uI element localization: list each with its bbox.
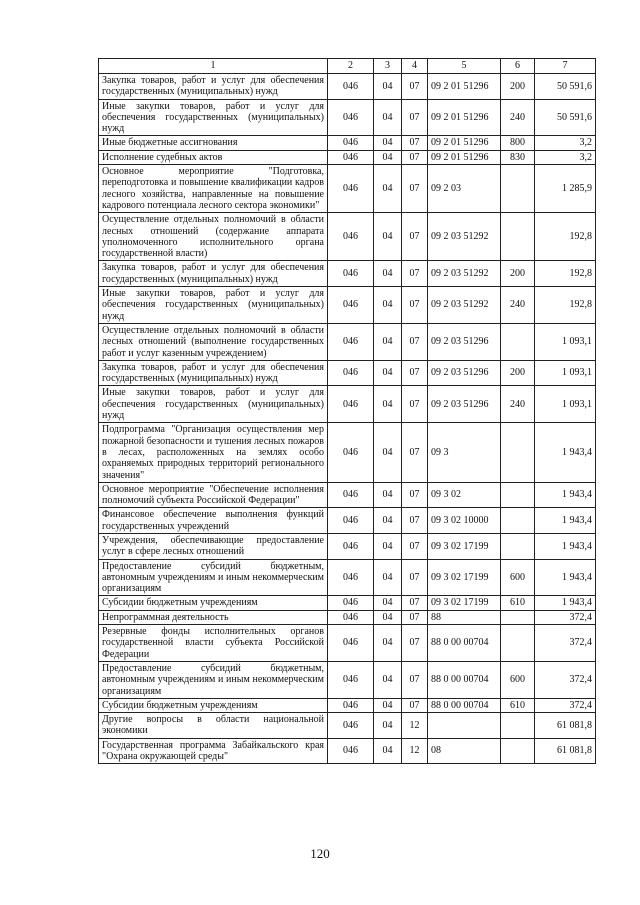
header-row — [99, 59, 596, 74]
row-expense-type-cell — [501, 533, 535, 559]
row-code-cell: 046 — [328, 360, 374, 386]
row-expense-type-cell — [501, 482, 535, 508]
row-target-cell: 09 2 03 — [428, 165, 501, 213]
row-section-cell: 04 — [374, 150, 402, 164]
row-subsection-cell: 07 — [402, 323, 428, 360]
row-name-cell: Государственная программа Забайкальского края "Охрана окружающей среды" — [99, 738, 328, 764]
row-section-cell: 04 — [374, 713, 402, 739]
table-row — [99, 698, 596, 712]
column-header: 4 — [402, 59, 428, 74]
row-section-cell: 04 — [374, 698, 402, 712]
budget-table — [98, 58, 596, 764]
row-target-cell: 09 2 01 51296 — [428, 150, 501, 164]
row-expense-type-cell: 600 — [501, 661, 535, 698]
row-amount-cell: 372,4 — [535, 661, 596, 698]
row-section-cell: 04 — [374, 661, 402, 698]
row-code-cell: 046 — [328, 559, 374, 596]
row-code-cell: 046 — [328, 423, 374, 482]
row-expense-type-cell — [501, 625, 535, 662]
table-row — [99, 360, 596, 386]
row-target-cell: 09 2 03 51296 — [428, 386, 501, 423]
row-subsection-cell: 12 — [402, 713, 428, 739]
row-subsection-cell: 07 — [402, 386, 428, 423]
row-subsection-cell: 07 — [402, 136, 428, 150]
row-code-cell: 046 — [328, 596, 374, 610]
row-code-cell: 046 — [328, 661, 374, 698]
row-code-cell: 046 — [328, 698, 374, 712]
row-expense-type-cell — [501, 508, 535, 534]
row-subsection-cell: 07 — [402, 150, 428, 164]
row-name-cell: Закупка товаров, работ и услуг для обеспечения государственных (муниципальных) нужд — [99, 261, 328, 287]
row-amount-cell: 1 093,1 — [535, 323, 596, 360]
row-expense-type-cell: 800 — [501, 136, 535, 150]
table-row — [99, 661, 596, 698]
row-subsection-cell: 07 — [402, 261, 428, 287]
row-code-cell: 046 — [328, 150, 374, 164]
row-subsection-cell: 07 — [402, 508, 428, 534]
row-name-cell: Иные бюджетные ассигнования — [99, 136, 328, 150]
row-name-cell: Непрограммная деятельность — [99, 610, 328, 624]
row-amount-cell: 61 081,8 — [535, 738, 596, 764]
row-section-cell: 04 — [374, 287, 402, 324]
table-row — [99, 213, 596, 261]
row-target-cell: 09 3 02 10000 — [428, 508, 501, 534]
row-name-cell: Основное мероприятие "Обеспечение исполнения полномочий субъекта Российской Федерации" — [99, 482, 328, 508]
table-row — [99, 508, 596, 534]
row-expense-type-cell: 240 — [501, 99, 535, 136]
table-row — [99, 559, 596, 596]
row-expense-type-cell: 830 — [501, 150, 535, 164]
row-name-cell: Подпрограмма "Организация осуществления мер пожарной безопасности и тушения лесных пожаров в лесах, расположенных на землях особо охраняемых природных территорий регионального значения" — [99, 423, 328, 482]
row-subsection-cell: 07 — [402, 610, 428, 624]
row-target-cell: 09 2 01 51296 — [428, 99, 501, 136]
table-row — [99, 423, 596, 482]
row-code-cell: 046 — [328, 261, 374, 287]
row-target-cell: 88 0 00 00704 — [428, 698, 501, 712]
row-expense-type-cell: 610 — [501, 596, 535, 610]
row-subsection-cell: 07 — [402, 596, 428, 610]
row-expense-type-cell — [501, 423, 535, 482]
row-amount-cell: 372,4 — [535, 610, 596, 624]
column-header: 2 — [328, 59, 374, 74]
table-row — [99, 99, 596, 136]
row-section-cell: 04 — [374, 508, 402, 534]
row-expense-type-cell — [501, 165, 535, 213]
row-section-cell: 04 — [374, 423, 402, 482]
table-row — [99, 596, 596, 610]
column-header: 3 — [374, 59, 402, 74]
row-target-cell: 09 2 03 51292 — [428, 261, 501, 287]
row-subsection-cell: 12 — [402, 738, 428, 764]
row-target-cell: 09 2 01 51296 — [428, 136, 501, 150]
page-number: 120 — [310, 846, 330, 861]
row-target-cell: 09 3 02 17199 — [428, 533, 501, 559]
table-row — [99, 287, 596, 324]
row-section-cell: 04 — [374, 165, 402, 213]
column-header: 7 — [535, 59, 596, 74]
row-amount-cell: 192,8 — [535, 213, 596, 261]
row-name-cell: Предоставление субсидий бюджетным, автономным учреждениям и иным некоммерческим организациям — [99, 559, 328, 596]
row-name-cell: Учреждения, обеспечивающие предоставление услуг в сфере лесных отношений — [99, 533, 328, 559]
row-section-cell: 04 — [374, 360, 402, 386]
row-section-cell: 04 — [374, 625, 402, 662]
row-amount-cell: 61 081,8 — [535, 713, 596, 739]
row-name-cell: Другие вопросы в области национальной экономики — [99, 713, 328, 739]
row-name-cell: Финансовое обеспечение выполнения функций государственных учреждений — [99, 508, 328, 534]
row-section-cell: 04 — [374, 386, 402, 423]
row-section-cell: 04 — [374, 482, 402, 508]
table-row — [99, 610, 596, 624]
column-header: 1 — [99, 59, 328, 74]
row-amount-cell: 192,8 — [535, 287, 596, 324]
table-row — [99, 323, 596, 360]
row-subsection-cell: 07 — [402, 287, 428, 324]
row-target-cell: 09 3 02 17199 — [428, 596, 501, 610]
row-subsection-cell: 07 — [402, 482, 428, 508]
row-expense-type-cell — [501, 738, 535, 764]
row-amount-cell: 1 943,4 — [535, 596, 596, 610]
row-amount-cell: 50 591,6 — [535, 74, 596, 100]
row-subsection-cell: 07 — [402, 625, 428, 662]
row-name-cell: Иные закупки товаров, работ и услуг для обеспечения государственных (муниципальных) нужд — [99, 99, 328, 136]
table-row — [99, 150, 596, 164]
row-subsection-cell: 07 — [402, 423, 428, 482]
row-amount-cell: 1 285,9 — [535, 165, 596, 213]
table-row — [99, 386, 596, 423]
row-name-cell: Исполнение судебных актов — [99, 150, 328, 164]
row-target-cell: 09 3 02 17199 — [428, 559, 501, 596]
row-name-cell: Предоставление субсидий бюджетным, автономным учреждениям и иным некоммерческим организациям — [99, 661, 328, 698]
row-target-cell: 09 2 03 51292 — [428, 213, 501, 261]
row-section-cell: 04 — [374, 261, 402, 287]
row-expense-type-cell — [501, 213, 535, 261]
row-code-cell: 046 — [328, 323, 374, 360]
row-expense-type-cell: 240 — [501, 287, 535, 324]
row-expense-type-cell: 610 — [501, 698, 535, 712]
row-section-cell: 04 — [374, 213, 402, 261]
row-target-cell — [428, 713, 501, 739]
row-name-cell: Субсидии бюджетным учреждениям — [99, 596, 328, 610]
row-section-cell: 04 — [374, 610, 402, 624]
row-target-cell: 88 — [428, 610, 501, 624]
row-expense-type-cell: 600 — [501, 559, 535, 596]
row-amount-cell: 50 591,6 — [535, 99, 596, 136]
row-section-cell: 04 — [374, 99, 402, 136]
table-row — [99, 482, 596, 508]
row-section-cell: 04 — [374, 323, 402, 360]
row-code-cell: 046 — [328, 533, 374, 559]
row-target-cell: 09 2 03 51296 — [428, 360, 501, 386]
row-amount-cell: 372,4 — [535, 625, 596, 662]
row-amount-cell: 1 943,4 — [535, 559, 596, 596]
row-code-cell: 046 — [328, 287, 374, 324]
row-section-cell: 04 — [374, 136, 402, 150]
row-expense-type-cell: 200 — [501, 360, 535, 386]
row-subsection-cell: 07 — [402, 99, 428, 136]
row-amount-cell: 3,2 — [535, 136, 596, 150]
row-code-cell: 046 — [328, 99, 374, 136]
row-name-cell: Резервные фонды исполнительных органов государственной власти субъекта Российской Федерации — [99, 625, 328, 662]
row-section-cell: 04 — [374, 74, 402, 100]
table-row — [99, 738, 596, 764]
row-amount-cell: 1 943,4 — [535, 423, 596, 482]
row-amount-cell: 1 943,4 — [535, 508, 596, 534]
row-section-cell: 04 — [374, 559, 402, 596]
row-name-cell: Закупка товаров, работ и услуг для обеспечения государственных (муниципальных) нужд — [99, 74, 328, 100]
row-name-cell: Основное мероприятие "Подготовка, переподготовка и повышение квалификации кадров лесного хозяйства, направленные на повышение кадрового потенциала лесного сектора экономики" — [99, 165, 328, 213]
table-body — [99, 74, 596, 764]
row-subsection-cell: 07 — [402, 661, 428, 698]
row-amount-cell: 1 093,1 — [535, 360, 596, 386]
row-target-cell: 88 0 00 00704 — [428, 625, 501, 662]
row-name-cell: Осуществление отдельных полномочий в области лесных отношений (содержание аппарата уполномоченного исполнительного органа государственной власти) — [99, 213, 328, 261]
row-code-cell: 046 — [328, 386, 374, 423]
row-name-cell: Иные закупки товаров, работ и услуг для обеспечения государственных (муниципальных) нужд — [99, 287, 328, 324]
row-expense-type-cell: 200 — [501, 74, 535, 100]
row-target-cell: 88 0 00 00704 — [428, 661, 501, 698]
row-amount-cell: 1 093,1 — [535, 386, 596, 423]
table-row — [99, 533, 596, 559]
column-header: 6 — [501, 59, 535, 74]
row-subsection-cell: 07 — [402, 533, 428, 559]
row-section-cell: 04 — [374, 596, 402, 610]
row-code-cell: 046 — [328, 713, 374, 739]
row-name-cell: Закупка товаров, работ и услуг для обеспечения государственных (муниципальных) нужд — [99, 360, 328, 386]
row-code-cell: 046 — [328, 482, 374, 508]
row-target-cell: 08 — [428, 738, 501, 764]
row-code-cell: 046 — [328, 74, 374, 100]
row-section-cell: 04 — [374, 533, 402, 559]
table-row — [99, 74, 596, 100]
row-expense-type-cell — [501, 610, 535, 624]
row-code-cell: 046 — [328, 625, 374, 662]
row-amount-cell: 372,4 — [535, 698, 596, 712]
row-target-cell: 09 3 — [428, 423, 501, 482]
row-code-cell: 046 — [328, 213, 374, 261]
column-header: 5 — [428, 59, 501, 74]
row-amount-cell: 3,2 — [535, 150, 596, 164]
row-amount-cell: 192,8 — [535, 261, 596, 287]
row-target-cell: 09 2 03 51296 — [428, 323, 501, 360]
row-expense-type-cell: 240 — [501, 386, 535, 423]
row-target-cell: 09 2 03 51292 — [428, 287, 501, 324]
row-amount-cell: 1 943,4 — [535, 482, 596, 508]
row-section-cell: 04 — [374, 738, 402, 764]
row-subsection-cell: 07 — [402, 559, 428, 596]
row-subsection-cell: 07 — [402, 360, 428, 386]
row-subsection-cell: 07 — [402, 698, 428, 712]
row-amount-cell: 1 943,4 — [535, 533, 596, 559]
row-target-cell: 09 3 02 — [428, 482, 501, 508]
row-code-cell: 046 — [328, 136, 374, 150]
table-row — [99, 261, 596, 287]
row-name-cell: Субсидии бюджетным учреждениям — [99, 698, 328, 712]
row-expense-type-cell — [501, 713, 535, 739]
row-name-cell: Осуществление отдельных полномочий в области лесных отношений (выполнение государственных работ и услуг казенным учреждением) — [99, 323, 328, 360]
table-row — [99, 625, 596, 662]
row-code-cell: 046 — [328, 165, 374, 213]
row-code-cell: 046 — [328, 738, 374, 764]
row-target-cell: 09 2 01 51296 — [428, 74, 501, 100]
table-row — [99, 136, 596, 150]
row-expense-type-cell: 200 — [501, 261, 535, 287]
row-name-cell: Иные закупки товаров, работ и услуг для обеспечения государственных (муниципальных) нужд — [99, 386, 328, 423]
row-code-cell: 046 — [328, 610, 374, 624]
table-row — [99, 165, 596, 213]
row-expense-type-cell — [501, 323, 535, 360]
row-code-cell: 046 — [328, 508, 374, 534]
table-row — [99, 713, 596, 739]
row-subsection-cell: 07 — [402, 74, 428, 100]
row-subsection-cell: 07 — [402, 165, 428, 213]
row-subsection-cell: 07 — [402, 213, 428, 261]
